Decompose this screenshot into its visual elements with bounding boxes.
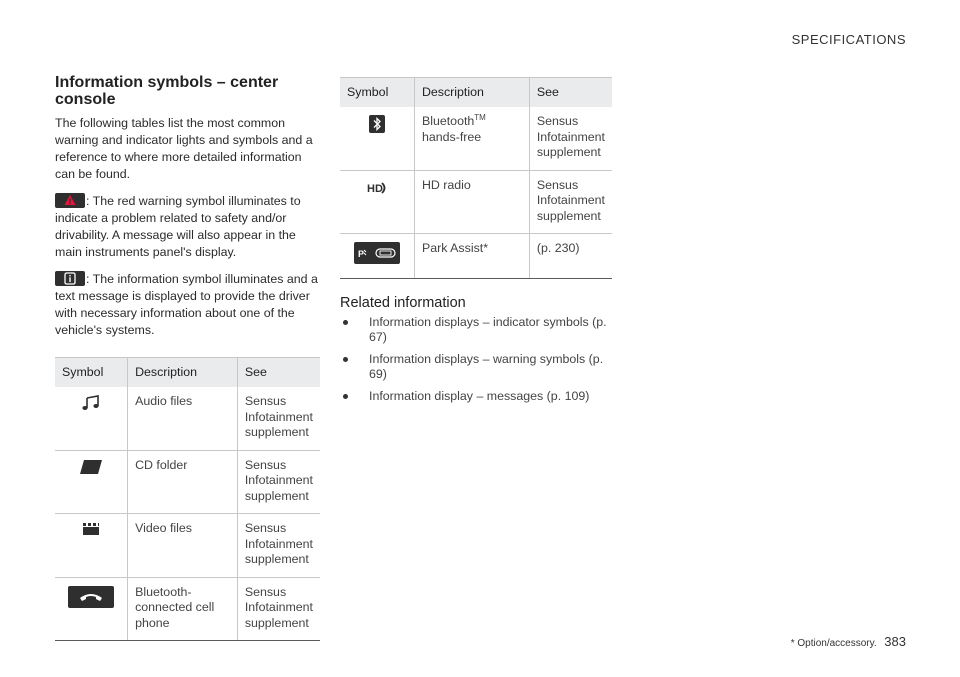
page-footer bbox=[791, 634, 906, 649]
intro-paragraph: The following tables list the most common warning and indicator lights and symbols and a reference to where more detailed information can be found. bbox=[55, 116, 313, 181]
table-row bbox=[55, 514, 320, 578]
row-description: Video files bbox=[128, 514, 238, 578]
header-see: See bbox=[529, 78, 612, 108]
header-symbol: Symbol bbox=[55, 358, 128, 388]
page-title: Information symbols – center console bbox=[55, 74, 279, 108]
related-link[interactable]: Information displays – warning symbols (p. 69) bbox=[340, 352, 612, 383]
table-row bbox=[340, 234, 612, 279]
row-description: Park Assist* bbox=[414, 234, 529, 279]
page-section-header: SPECIFICATIONS bbox=[791, 32, 906, 47]
table-row bbox=[340, 170, 612, 234]
video-clapper-icon bbox=[82, 525, 100, 539]
info-paragraph bbox=[55, 271, 320, 339]
warning-paragraph bbox=[55, 193, 320, 261]
left-column bbox=[55, 74, 320, 641]
related-list bbox=[340, 315, 612, 405]
cd-folder-icon bbox=[79, 464, 103, 478]
related-link[interactable]: Information display – messages (p. 109) bbox=[340, 389, 612, 405]
symbols-table-2 bbox=[340, 77, 612, 279]
row-see: Sensus Infotainment supplement bbox=[237, 387, 320, 450]
symbols-table-1 bbox=[55, 357, 320, 641]
row-see: (p. 230) bbox=[529, 234, 612, 279]
warning-triangle-icon bbox=[55, 193, 85, 208]
header-description: Description bbox=[414, 78, 529, 108]
row-description: CD folder bbox=[128, 450, 238, 514]
row-see: Sensus Infotainment supplement bbox=[237, 514, 320, 578]
row-description: Bluetooth-connected cell phone bbox=[128, 577, 238, 641]
related-heading: Related information bbox=[340, 294, 466, 311]
music-note-icon bbox=[81, 400, 101, 414]
row-see: Sensus Infotainment supplement bbox=[529, 170, 612, 234]
hd-radio-icon bbox=[366, 182, 388, 200]
warning-text: : The red warning symbol illuminates to indicate a problem related to safety and/or drivability. A message will also appear in the main instruments panel's display. bbox=[55, 194, 301, 259]
information-icon bbox=[55, 271, 85, 286]
related-link[interactable]: Information displays – indicator symbols (p. 67) bbox=[340, 315, 612, 346]
svg-text:P: P bbox=[357, 249, 364, 259]
right-column bbox=[340, 77, 612, 410]
header-symbol: Symbol bbox=[340, 78, 414, 108]
row-description: HD radio bbox=[414, 170, 529, 234]
row-description: Bluetooth™ hands-free bbox=[414, 107, 529, 170]
table-row bbox=[55, 387, 320, 450]
bluetooth-icon bbox=[369, 122, 385, 136]
footnote: * Option/accessory. bbox=[790, 638, 877, 649]
phone-handset-icon bbox=[68, 597, 114, 611]
row-see: Sensus Infotainment supplement bbox=[237, 450, 320, 514]
table-row bbox=[340, 107, 612, 170]
park-assist-icon bbox=[354, 249, 400, 267]
svg-text:HD: HD bbox=[366, 182, 383, 195]
row-see: Sensus Infotainment supplement bbox=[237, 577, 320, 641]
header-description: Description bbox=[128, 358, 238, 388]
info-text: : The information symbol illuminates and a text message is displayed to provide the driver with necessary information about one of the vehicle's systems. bbox=[55, 272, 318, 337]
header-see: See bbox=[237, 358, 320, 388]
page-number: 383 bbox=[884, 634, 906, 649]
row-see: Sensus Infotainment supplement bbox=[529, 107, 612, 170]
table-row bbox=[55, 577, 320, 641]
table-row bbox=[55, 450, 320, 514]
row-description: Audio files bbox=[128, 387, 238, 450]
